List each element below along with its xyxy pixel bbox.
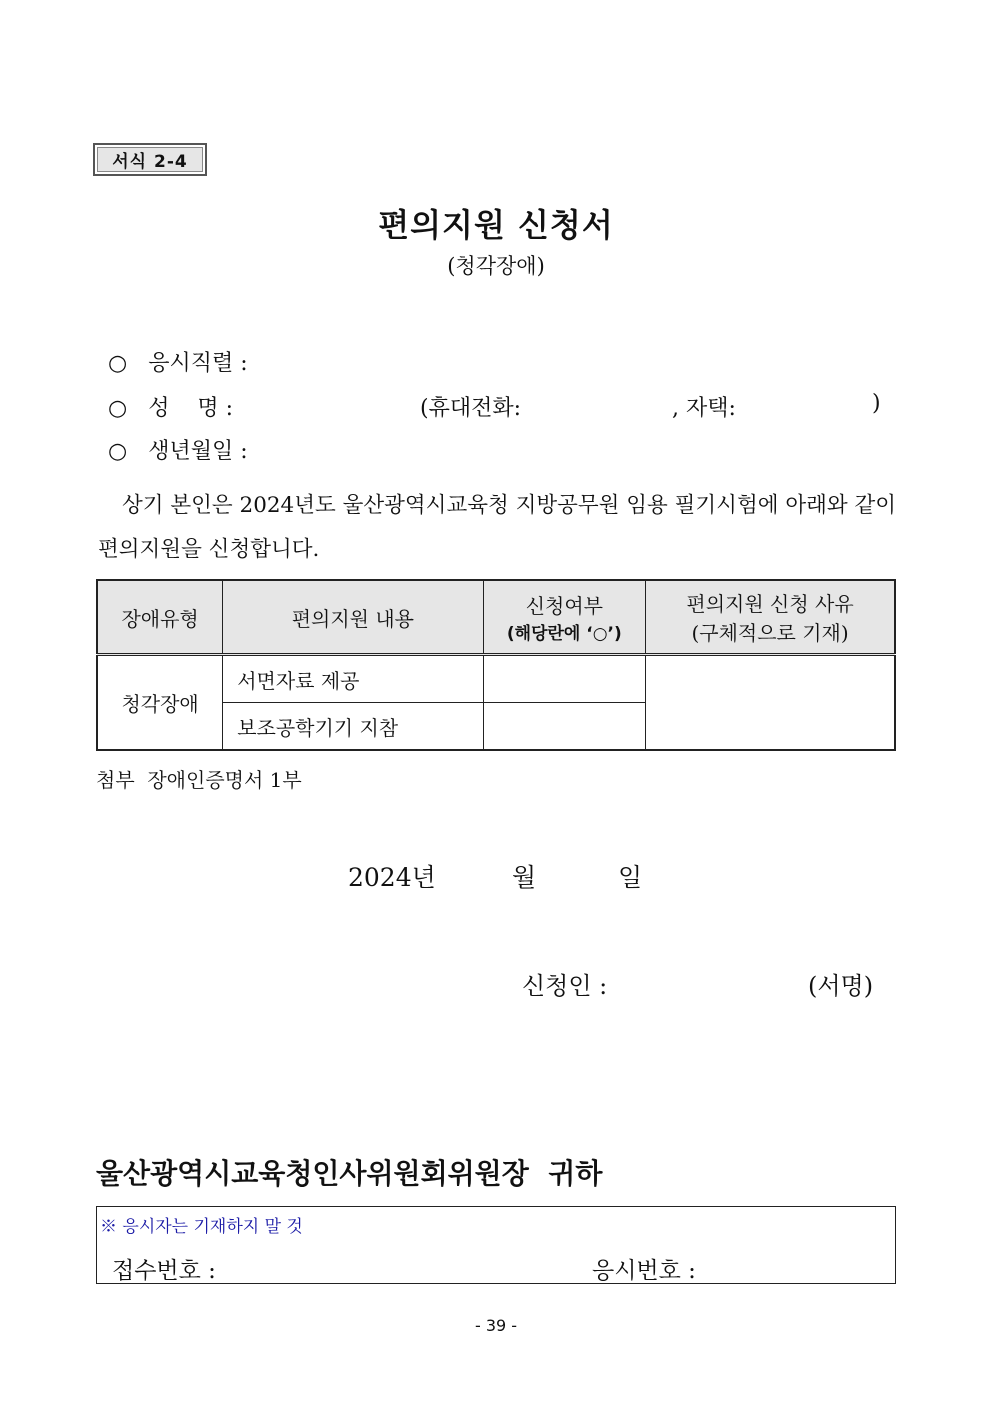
- header-request-status-hint: (해당란에 ‘○’): [506, 624, 622, 644]
- header-request-reason: [646, 580, 895, 655]
- header-disability-type: 장애유형: [97, 580, 223, 655]
- support-item-cell: 서면자료 제공: [223, 655, 483, 703]
- position-label: 응시직렬 :: [148, 351, 248, 376]
- name-field: [108, 391, 233, 422]
- signature-label: (서명): [808, 972, 874, 1000]
- name-label: 성 명 :: [148, 396, 234, 421]
- phone-label: (휴대전화:: [420, 396, 522, 421]
- office-use-note: ※ 응시자는 기재하지 말 것: [100, 1217, 303, 1237]
- support-request-table: [96, 579, 896, 751]
- disability-type-cell: 청각장애: [97, 655, 223, 751]
- header-request-reason-hint: (구체적으로 기재): [691, 621, 849, 645]
- table-row: [97, 655, 895, 703]
- request-check-cell[interactable]: [483, 703, 646, 751]
- position-field: [108, 346, 248, 377]
- header-request-status: [483, 580, 646, 655]
- date-day: 일: [618, 863, 643, 892]
- close-paren: ): [872, 391, 881, 416]
- bullet: ○: [108, 439, 128, 464]
- applicant-label: 신청인 :: [522, 972, 608, 1000]
- home-phone-label: , 자택:: [672, 396, 736, 421]
- date-year: 2024년: [348, 863, 436, 892]
- date-month: 월: [512, 863, 537, 892]
- birth-label: 생년월일 :: [148, 439, 248, 464]
- application-statement: 상기 본인은 2024년도 울산광역시교육청 지방공무원 임용 필기시험에 아래와 같이 편의지원을 신청합니다.: [98, 493, 897, 562]
- form-number-tag: 서식 2-4: [93, 143, 207, 176]
- attachment-note: 첨부 장애인증명서 1부: [96, 768, 302, 792]
- document-subtitle: (청각장애): [447, 254, 545, 278]
- support-item-cell: 보조공학기기 지참: [223, 703, 483, 751]
- bullet: ○: [108, 396, 128, 421]
- page-number: - 39 -: [474, 1316, 518, 1335]
- birth-field: [108, 434, 248, 465]
- exam-number-label: 응시번호 :: [592, 1258, 696, 1284]
- header-request-status-label: 신청여부: [525, 594, 603, 618]
- addressee: 울산광역시교육청인사위원회위원장 귀하: [96, 1157, 603, 1190]
- receipt-number-label: 접수번호 :: [112, 1258, 216, 1284]
- header-support-content: 편의지원 내용: [223, 580, 483, 655]
- header-request-reason-label: 편의지원 신청 사유: [686, 592, 854, 616]
- reason-cell[interactable]: [646, 655, 895, 751]
- bullet: ○: [108, 351, 128, 376]
- request-check-cell[interactable]: [483, 655, 646, 703]
- document-title: 편의지원 신청서: [378, 206, 614, 244]
